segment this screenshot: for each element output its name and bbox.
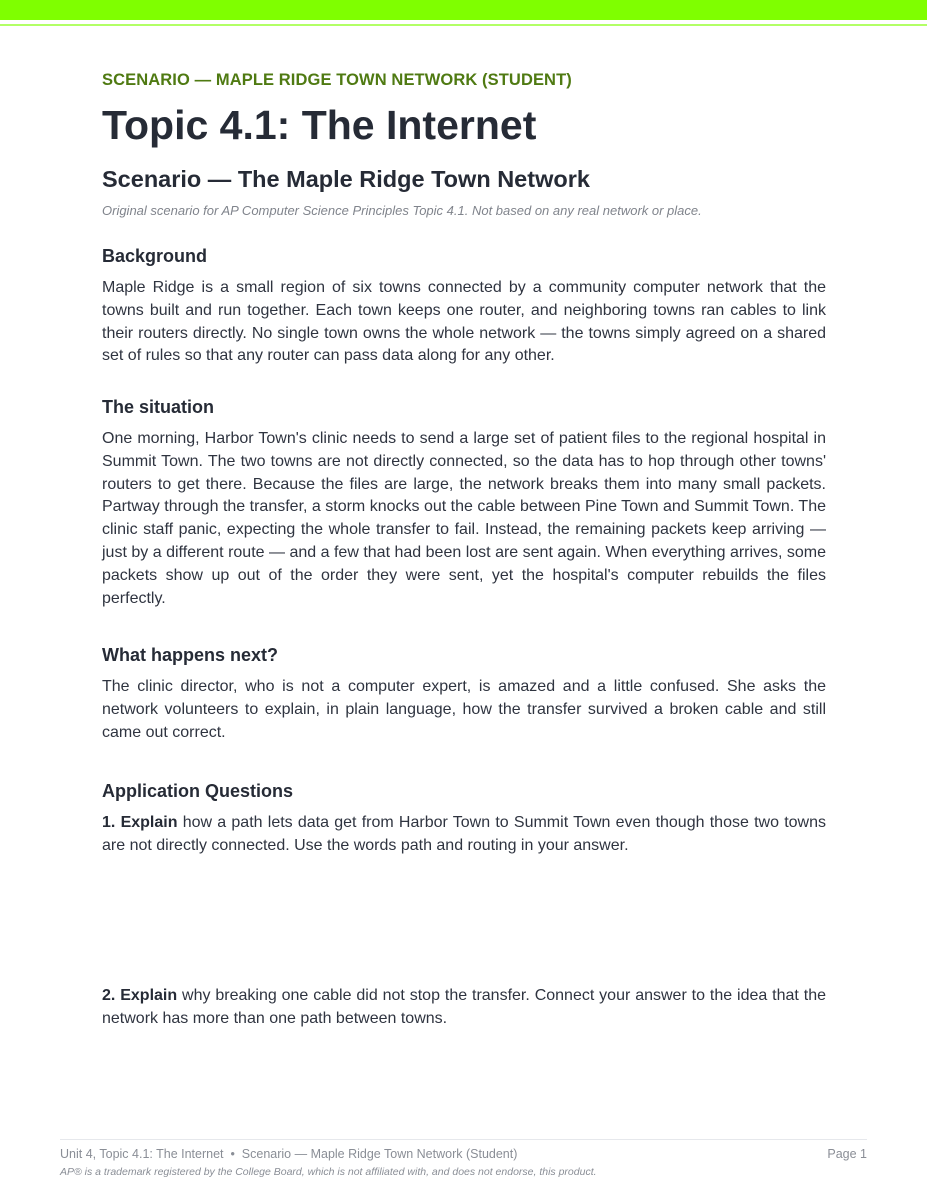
page-number: Page 1 [827,1147,867,1161]
footer-divider [60,1139,867,1140]
question-2-text: why breaking one cable did not stop the transfer. Connect your answer to the idea that the network has more than one path between towns. [102,987,826,1027]
situation-text: One morning, Harbor Town's clinic needs to send a large set of patient files to the regional hospital in Summit Town. The two towns are not directly connected, so the data has to hop through other towns' routers to get there. Because the files are large, the network breaks them into many small packets. Partway through the transfer, a storm knocks out the cable between Pine Town and Summit Town. The clinic staff panic, expecting the whole transfer to fail. Instead, the remaining packets keep arriving — just by a different route — and a few that had been lost are sent again. When everything arrives, some packets show up out of the order they were sent, yet the hospital's computer rebuilds the files perfectly. [102,430,826,607]
next-heading: What happens next? [102,645,279,665]
question-1-lead: 1. Explain [102,814,178,831]
page-title: Topic 4.1: The Internet [102,102,537,148]
scenario-eyebrow: SCENARIO — MAPLE RIDGE TOWN NETWORK (STUDENT) [102,71,572,89]
source-note: Original scenario for AP Computer Science Principles Topic 4.1. Not based on any real network or place. [102,203,702,218]
situation-heading: The situation [102,397,214,417]
question-1 [102,812,826,858]
top-accent-rule [0,24,927,26]
footer-running-title: Unit 4, Topic 4.1: The Internet • Scenario — Maple Ridge Town Network (Student) [60,1147,518,1161]
trademark-disclaimer: AP® is a trademark registered by the College Board, which is not affiliated with, and does not endorse, this product. [60,1166,597,1178]
question-2-lead: 2. Explain [102,987,178,1004]
top-accent-bar [0,0,927,20]
question-2 [102,985,826,1031]
background-text: Maple Ridge is a small region of six towns connected by a community computer network that the towns built and run together. Each town keeps one router, and neighboring towns ran cables to link their routers directly. No single town owns the whole network — the towns simply agreed on a shared set of rules so that any router can pass data along for any other. [102,279,826,365]
background-heading: Background [102,246,208,266]
question-1-text: how a path lets data get from Harbor Town to Summit Town even though those two towns are not directly connected. Use the words path and routing in your answer. [102,814,827,854]
next-text: The clinic director, who is not a computer expert, is amazed and a little confused. She asks the network volunteers to explain, in plain language, how the transfer survived a broken cable and still came out correct. [102,678,826,741]
page-subtitle: Scenario — The Maple Ridge Town Network [102,166,590,192]
questions-heading: Application Questions [102,781,294,801]
